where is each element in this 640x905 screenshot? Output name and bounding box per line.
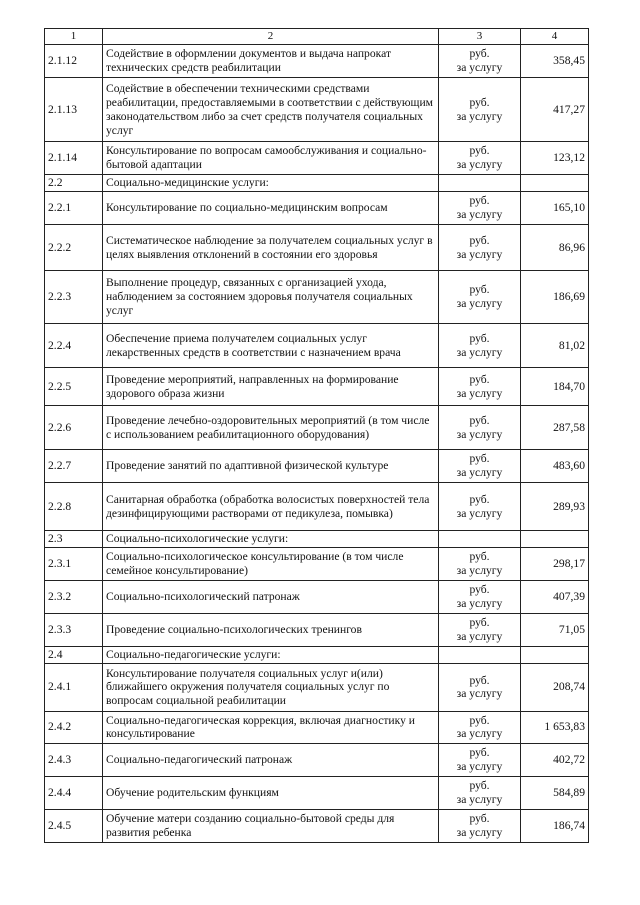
service-name: Проведение мероприятий, направленных на формирование здорового образа жизни [103,368,439,406]
price-cell: 483,60 [521,450,589,483]
price-cell: 71,05 [521,614,589,647]
service-name: Социально-педагогическая коррекция, включая диагностику и консультирование [103,711,439,743]
table-row [45,271,589,324]
service-name: Выполнение процедур, связанных с организацией ухода, наблюдением за состоянием здоровья получателя социальных услуг [103,271,439,324]
row-number: 2.2.3 [45,271,103,324]
unit-cell [439,271,521,324]
unit-per-service: за услугу [456,597,503,610]
unit-currency: руб. [469,746,490,759]
table-row [45,483,589,531]
row-number: 2.3.2 [45,581,103,614]
table-row [45,324,589,368]
section-title: Социально-педагогические услуги: [103,647,439,664]
unit-cell [439,368,521,406]
row-number: 2.3 [45,531,103,548]
tariff-table [44,28,589,843]
unit-cell [439,581,521,614]
section-row [45,647,589,664]
unit-cell [439,406,521,450]
unit-cell [439,45,521,78]
row-number: 2.1.13 [45,78,103,142]
row-number: 2.4.5 [45,809,103,842]
unit-per-service: за услугу [456,564,503,577]
table-row [45,581,589,614]
row-number: 2.2.8 [45,483,103,531]
table-row [45,406,589,450]
price-cell: 123,12 [521,142,589,175]
unit-per-service: за услугу [456,247,503,261]
unit-cell [439,663,521,711]
table-row [45,368,589,406]
row-number: 2.2.5 [45,368,103,406]
unit-currency: руб. [469,413,490,427]
unit-cell [439,743,521,776]
price-cell: 584,89 [521,776,589,809]
unit-cell [439,225,521,271]
table-row [45,45,589,78]
price-cell: 208,74 [521,663,589,711]
unit-cell [439,711,521,743]
unit-per-service: за услугу [456,386,503,400]
table-row [45,225,589,271]
unit-cell [439,531,521,548]
table-row [45,142,589,175]
service-name: Социально-педагогический патронаж [103,743,439,776]
price-cell: 358,45 [521,45,589,78]
table-row [45,711,589,743]
row-number: 2.4.1 [45,663,103,711]
unit-per-service: за услугу [456,158,503,172]
unit-cell [439,78,521,142]
table-row [45,450,589,483]
row-number: 2.4.3 [45,743,103,776]
price-cell: 1 653,83 [521,711,589,743]
row-number: 2.3.1 [45,548,103,581]
unit-currency: руб. [469,616,490,630]
service-name: Социально-психологическое консультирование (в том числе семейное консультирование) [103,548,439,581]
unit-per-service: за услугу [456,208,503,222]
price-cell [521,647,589,664]
unit-currency: руб. [469,144,490,158]
unit-cell [439,776,521,809]
unit-currency: руб. [469,331,490,345]
unit-cell [439,450,521,483]
row-number: 2.4 [45,647,103,664]
unit-currency: руб. [469,812,490,825]
table-row [45,663,589,711]
row-number: 2.2.6 [45,406,103,450]
table-row [45,743,589,776]
row-number: 2.4.2 [45,711,103,743]
price-cell: 184,70 [521,368,589,406]
service-name: Социально-психологический патронаж [103,581,439,614]
service-name: Обучение матери созданию социально-бытовой среды для развития ребенка [103,809,439,842]
row-number: 2.2.7 [45,450,103,483]
unit-cell [439,809,521,842]
price-cell: 407,39 [521,581,589,614]
table-row [45,614,589,647]
service-name: Консультирование по вопросам самообслуживания и социально-бытовой адаптации [103,142,439,175]
unit-currency: руб. [469,583,490,597]
price-cell: 165,10 [521,192,589,225]
unit-currency: руб. [469,452,490,466]
table-row [45,776,589,809]
unit-per-service: за услугу [456,792,503,806]
unit-per-service: за услугу [456,61,503,75]
unit-per-service: за услугу [456,825,503,839]
row-number: 2.2 [45,175,103,192]
header-col-4: 4 [521,29,589,45]
unit-per-service: за услугу [456,759,503,773]
service-name: Проведение лечебно-оздоровительных мероприятий (в том числе с использованием реабилитационного оборудования) [103,406,439,450]
price-cell: 186,74 [521,809,589,842]
unit-cell [439,548,521,581]
header-col-3: 3 [439,29,521,45]
unit-currency: руб. [469,779,490,792]
unit-currency: руб. [469,194,490,208]
price-cell: 417,27 [521,78,589,142]
unit-cell [439,483,521,531]
table-row [45,192,589,225]
price-cell: 81,02 [521,324,589,368]
price-cell: 402,72 [521,743,589,776]
service-name: Обеспечение приема получателем социальных услуг лекарственных средств в соответствии с назначением врача [103,324,439,368]
unit-cell [439,614,521,647]
row-number: 2.1.14 [45,142,103,175]
unit-per-service: за услугу [456,109,503,123]
service-name: Консультирование по социально-медицинским вопросам [103,192,439,225]
unit-currency: руб. [469,47,490,61]
price-cell: 86,96 [521,225,589,271]
unit-currency: руб. [469,95,490,109]
price-cell: 186,69 [521,271,589,324]
unit-cell [439,175,521,192]
table-row [45,78,589,142]
unit-currency: руб. [469,233,490,247]
row-number: 2.2.2 [45,225,103,271]
service-name: Обучение родительским функциям [103,776,439,809]
section-row [45,175,589,192]
unit-per-service: за услугу [456,345,503,359]
service-name: Консультирование получателя социальных услуг и(или) ближайшего окружения получателя социальных услуг по вопросам социальной реабилитации [103,663,439,711]
section-title: Социально-медицинские услуги: [103,175,439,192]
unit-currency: руб. [469,283,490,297]
table-row [45,548,589,581]
row-number: 2.1.12 [45,45,103,78]
header-col-2: 2 [103,29,439,45]
row-number: 2.3.3 [45,614,103,647]
row-number: 2.4.4 [45,776,103,809]
section-row [45,531,589,548]
unit-currency: руб. [469,713,490,727]
unit-per-service: за услугу [456,427,503,441]
service-name: Содействие в оформлении документов и выдача напрокат технических средств реабилитации [103,45,439,78]
header-row [45,29,589,45]
unit-cell [439,647,521,664]
service-name: Содействие в обеспечении техническими средствами реабилитации, предоставляемыми в соответствии с действующим законодательством либо за счет средств получателя социальных услуг [103,78,439,142]
unit-cell [439,324,521,368]
service-name: Проведение социально-психологических тренингов [103,614,439,647]
unit-per-service: за услугу [456,466,503,480]
unit-cell [439,192,521,225]
unit-per-service: за услугу [456,630,503,643]
unit-cell [439,142,521,175]
price-cell [521,531,589,548]
service-name: Санитарная обработка (обработка волосистых поверхностей тела дезинфицирующими растворами от педикулеза, помывка) [103,483,439,531]
price-cell: 287,58 [521,406,589,450]
unit-currency: руб. [469,492,490,506]
unit-per-service: за услугу [456,297,503,311]
unit-currency: руб. [469,673,490,687]
header-col-1: 1 [45,29,103,45]
service-name: Проведение занятий по адаптивной физической культуре [103,450,439,483]
price-cell: 289,93 [521,483,589,531]
section-title: Социально-психологические услуги: [103,531,439,548]
unit-per-service: за услугу [456,506,503,520]
unit-currency: руб. [469,372,490,386]
unit-per-service: за услугу [456,727,503,741]
service-name: Систематическое наблюдение за получателем социальных услуг в целях выявления отклонений в состоянии его здоровья [103,225,439,271]
row-number: 2.2.1 [45,192,103,225]
unit-currency: руб. [469,550,490,564]
unit-per-service: за услугу [456,687,503,701]
table-row [45,809,589,842]
price-cell [521,175,589,192]
price-cell: 298,17 [521,548,589,581]
row-number: 2.2.4 [45,324,103,368]
tariff-table-body [45,29,589,843]
